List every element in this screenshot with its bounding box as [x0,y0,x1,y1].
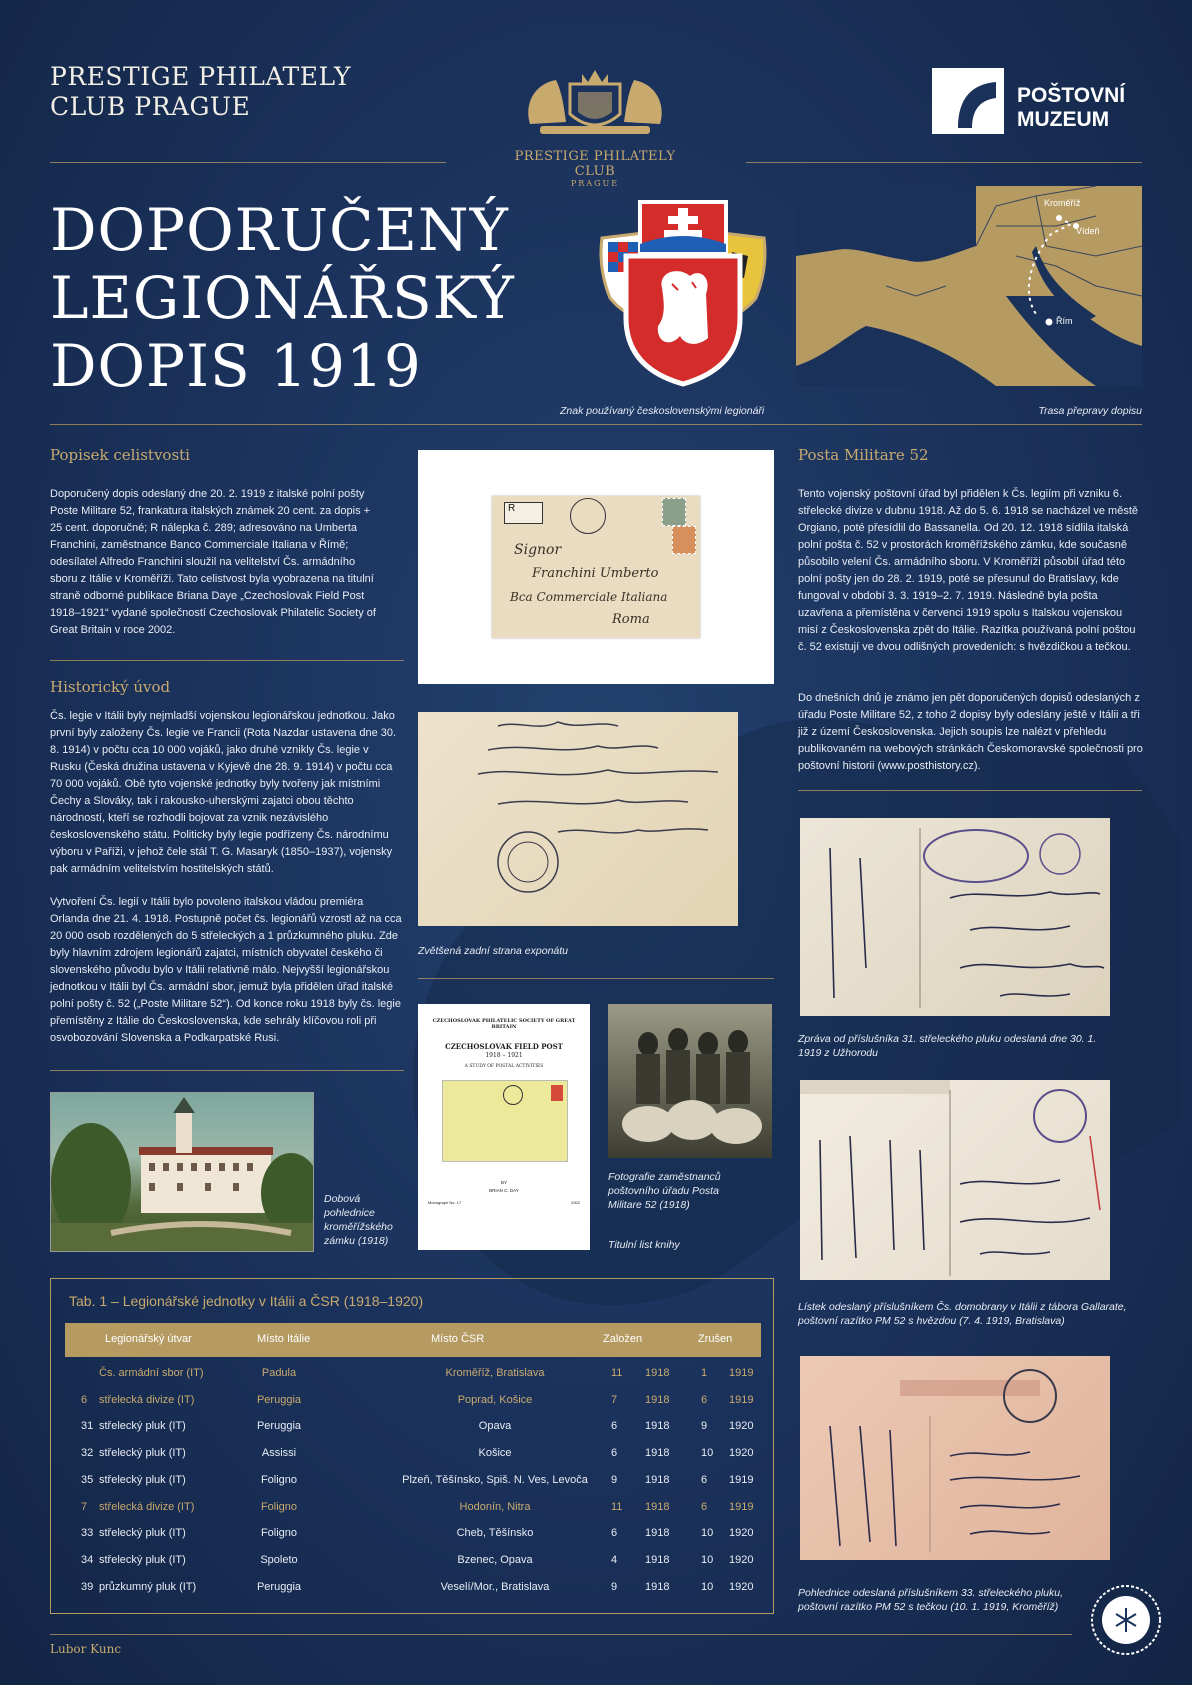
postcard-uzhorod-caption: Zpráva od příslušníka 31. střeleckého pluku odeslaná dne 30. 1. 1919 z Užhorodu [798,1033,1097,1059]
table-row [65,1441,761,1467]
map-point-kromeriz [1056,215,1062,221]
club-title-line2: CLUB PRAGUE [50,92,251,121]
cell-unit: střelecký pluk (IT) [99,1553,186,1566]
castle-postcard [50,1092,314,1252]
cell-founded-year: 1918 [645,1473,670,1486]
cell-dissolved-year: 1920 [729,1553,754,1566]
book-envelope-image [442,1080,568,1162]
cell-number: 7 [81,1500,88,1513]
cell-dissolved-month: 10 [701,1447,714,1460]
cell-csr-place: Cheb, Těšínsko [456,1527,534,1540]
cell-founded-year: 1918 [645,1367,670,1379]
cell-dissolved-month: 9 [701,1420,708,1433]
postcard-kromeriz-handwriting [800,1356,1110,1560]
postcard-kromeriz-caption: Pohlednice odeslaná příslušníkem 33. střeleckého pluku, poštovní razítko PM 52 s tečkou (10. 1. 1919, Kroměříž) [798,1587,1063,1613]
map-caption: Trasa přepravy dopisu [1038,405,1142,417]
cell-founded-year: 1918 [645,1447,670,1460]
crest-icon [500,64,690,144]
museum-name-line2: MUZEUM [1017,108,1110,131]
popis-text: Doporučený dopis odeslaný dne 20. 2. 1919 z italské polní pošty Poste Militare 52, frankatura italských známek 20 cent. za dopis + 25 cent. doporučné; R nálepka č. 289; adresováno na Umberta Franchini, zaměstnance Banco Commerciale Italiana v Římě; odesílatel Alfredo Franchini sloužil na velitelství Čs. armádního sboru z Itálie v Kroměříži. Tato celistvost byla vyobrazena na titulní straně odborné publikace Briana Daye „Czechoslovak Field Post 1918–1921“ vydané společností Czechoslovak Philatelic Society of Great Britain v roce 2002. [50,488,376,636]
table-row [65,1521,761,1547]
book-monograph: Monograph No. 17 [428,1200,462,1205]
posta-heading: Posta Militare 52 [798,446,929,464]
cell-italy-place: Assissi [261,1447,297,1460]
cell-csr-place: Košice [478,1447,512,1460]
route-map-svg [796,186,1142,386]
cell-csr-place: Veselí/Mor., Bratislava [440,1580,550,1593]
book-society: CZECHOSLOVAK PHILATELIC SOCIETY OF GREAT BRITAIN [432,1018,576,1030]
crest-sub: PRAGUE [570,179,620,188]
cell-unit: průzkumný pluk (IT) [99,1580,197,1593]
cell-csr-place: Plzeň, Těšínsko, Spiš. N. Ves, Levoča [402,1473,588,1486]
center-rule [418,978,774,979]
cell-dissolved-year: 1920 [729,1580,754,1593]
cell-csr-place: Opava [478,1420,512,1433]
cell-founded-year: 1918 [645,1393,670,1406]
postcard-gallarate [800,1080,1110,1280]
cell-founded-month: 6 [611,1447,618,1460]
club-crest-logo [500,64,690,188]
envelope-address-line3: Bca Commerciale Italiana [510,590,668,604]
cell-founded-month: 11 [611,1367,623,1379]
title-line2: LEGIONÁŘSKÝ [50,264,515,332]
cell-founded-year: 1918 [645,1420,670,1433]
table-row [65,1414,761,1440]
cell-italy-place: Foligno [260,1527,298,1540]
cell-italy-place: Spoleto [260,1553,298,1566]
cell-unit: střelecký pluk (IT) [99,1447,186,1460]
cell-italy-place: Peruggia [256,1580,302,1593]
cell-number: 31 [81,1420,94,1433]
stamp-green [662,498,686,526]
book-by: BY [500,1180,507,1185]
cell-founded-month: 6 [611,1420,618,1433]
book-postmark [503,1085,523,1105]
th-dissolved: Zrušen [698,1333,733,1345]
cell-dissolved-month: 6 [701,1393,708,1406]
cell-italy-place: Peruggia [256,1420,302,1433]
map-label-kromeriz: Kroměříž [1044,198,1081,208]
cell-dissolved-month: 6 [701,1500,708,1513]
book-stamp [551,1085,563,1101]
castle-caption: Dobová pohlednice kroměřížského zámku (1918) [324,1193,393,1247]
crest-caption: PRESTIGE PHILATELY CLUB [514,149,676,179]
postal-museum-logo [932,68,1152,134]
cell-unit: střelecká divize (IT) [99,1393,195,1406]
envelope-front-frame [418,450,774,684]
author-name: Lubor Kunc [50,1642,122,1656]
cell-unit: střelecká divize (IT) [99,1500,195,1513]
staff-photo [608,1004,772,1158]
th-cz: Místo ČSR [431,1333,485,1345]
stamp-orange [672,526,696,554]
cell-unit: Čs. armádní sbor (IT) [99,1367,204,1379]
cell-dissolved-year: 1919 [729,1393,754,1406]
envelope-back [418,712,738,926]
book-years: 1918 – 1921 [485,1052,523,1059]
cell-founded-month: 9 [611,1473,618,1486]
postcard-uzhorod-handwriting [800,818,1110,1016]
table-row [65,1468,761,1494]
museum-logo-icon [932,68,1004,134]
cell-dissolved-month: 6 [701,1473,708,1486]
main-title [50,196,515,400]
cell-founded-month: 7 [611,1393,618,1406]
table-row [65,1388,761,1414]
cell-founded-month: 6 [611,1527,618,1540]
cell-unit: střelecký pluk (IT) [99,1420,186,1433]
route-map [796,186,1142,386]
map-point-rim [1046,319,1053,326]
book-author: BRIAN C. DAY [489,1188,519,1193]
cell-dissolved-month: 10 [701,1553,714,1566]
cell-dissolved-year: 1919 [729,1367,754,1379]
cell-italy-place: Padula [261,1367,297,1379]
table-row [65,1495,761,1521]
cell-dissolved-month: 1 [701,1367,708,1379]
cell-unit: střelecký pluk (IT) [99,1473,186,1486]
envelope-front [492,496,700,638]
staff-photo-caption: Fotografie zaměstnanců poštovního úřadu Posta Militare 52 (1918) [608,1171,721,1211]
castle-illustration [51,1093,313,1251]
club-title-line1: PRESTIGE PHILATELY [50,62,351,91]
back-side-caption: Zvětšená zadní strana exponátu [418,945,569,957]
th-unit: Legionářský útvar [105,1333,192,1345]
cell-unit: střelecký pluk (IT) [99,1527,186,1540]
cell-csr-place: Hodonín, Nitra [459,1500,531,1513]
club-title [50,62,351,122]
book-title: CZECHOSLOVAK FIELD POST [445,1042,563,1051]
cell-csr-place: Poprad, Košice [457,1393,533,1406]
map-label-viden: Vídeň [1076,226,1100,236]
cell-number: 33 [81,1527,94,1540]
envelope-address-line4: Roma [612,612,650,627]
title-rule [50,424,1142,425]
cell-founded-month: 4 [611,1553,618,1566]
posta-paragraph-1: Tento vojenský poštovní úřad byl přidělen k Čs. legiím při vzniku 6. střelecké divize v dubnu 1918. Až do 5. 6. 1918 se nacházel ve městě Orgiano, poté přesídlil do Bassanella. Od 20. 12. 1918 sídlila italská polní pošta č. 52 v prostorách kroměřížského zámku, kde současně působilo velení Čs. armádního sboru. V Kroměříži působil úřad této polní pošty jen do 28. 2. 1919, poté se přesunul do Bratislavy, kde fungoval v období 3. 3. 1919–2. 7. 1919. Následně byla pošta uzavřena a přemístěna v červenci 1919 spolu s Italskou vojenskou misí z Československa zpět do Itálie. Razítka používaná polní poštou č. 52 existují ve dvou odlišných provedeních: s hvězdičkou a tečkou. [798,488,1138,653]
staff-photo-illustration [608,1004,772,1158]
th-founded: Založen [603,1333,643,1345]
cell-italy-place: Peruggia [256,1393,302,1406]
right-rule [798,790,1142,791]
cell-dissolved-month: 10 [701,1580,714,1593]
book-caption: Titulní list knihy [608,1239,680,1251]
legion-units-table [50,1278,774,1614]
cell-founded-month: 9 [611,1580,618,1593]
cell-dissolved-month: 10 [701,1527,714,1540]
envelope-address-line1: Signor [514,542,562,558]
posta-paragraph-2: Do dnešních dnů je známo jen pět doporučených dopisů odeslaných z úřadu Poste Militare 52, z toho 2 dopisy byly odeslány ještě v Itálii a tři již z území Československa. Jejich soupis lze nalézt v přehledu publikovaném na webových stránkách Českomoravské společnosti pro poštovní historii (www.posthistory.cz). [798,692,1143,772]
cell-founded-year: 1918 [645,1527,670,1540]
left-rule-1 [50,660,404,661]
cell-csr-place: Kroměříž, Bratislava [445,1367,545,1379]
postmark [570,498,606,534]
postcard-gallarate-caption: Lístek odeslaný příslušníkem Čs. domobrany v Itálii z tábora Gallarate, poštovní razítko PM 52 s hvězdou (7. 4. 1919, Bratislava) [798,1301,1127,1327]
th-it: Místo Itálie [257,1333,311,1345]
table-row [65,1361,761,1387]
cell-founded-month: 11 [611,1500,623,1513]
postcard-kromeriz [800,1356,1110,1560]
cell-number: 39 [81,1580,94,1593]
cell-dissolved-year: 1919 [729,1473,754,1486]
emblem-caption: Znak používaný československými legionáři [560,405,765,417]
cell-founded-year: 1918 [645,1500,670,1513]
table-title: Tab. 1 – Legionářské jednotky v Itálii a ČSR (1918–1920) [69,1293,424,1309]
museum-name-line1: POŠTOVNÍ [1017,84,1126,107]
postcard-uzhorod [800,818,1110,1016]
book-subtitle: A STUDY OF POSTAL ACTIVITIES [464,1064,544,1069]
table-row [65,1575,761,1601]
cell-founded-year: 1918 [645,1580,670,1593]
cell-number: 32 [81,1447,94,1460]
popis-heading: Popisek celistvosti [50,446,190,464]
cell-csr-place: Bzenec, Opava [457,1553,533,1566]
table-row [65,1548,761,1574]
table-header-row [65,1323,761,1357]
cell-dissolved-year: 1919 [729,1500,754,1513]
historie-paragraph-1: Čs. legie v Itálii byly nejmladší vojenskou legionářskou jednotkou. Jako první byly založeny Čs. legie ve Francii (Rota Nazdar ustavena dne 30. 8. 1914) v počtu cca 10 000 vojáků, jako druhé vznikly Čs. legie v Rusku (Česká družina ustavena v Kyjevě dne 28. 9. 1914) v počtu cca 70 000 vojáků. Obě tyto vojenské jednotky byly tvořeny jak místními Čechy a Slováky, tak i rakousko-uherskými zajatci obou těchto národností, kteří se rozhodli bojovat za vznik nezávislého československého státu. Politicky byly legie podřízeny Čs. národnímu výboru v Paříži, v jehož čele stál T. G. Masaryk (1850–1937), vojensky pak armádním velitelstvím hostitelských států. [50,710,397,875]
cell-founded-year: 1918 [645,1553,670,1566]
book-year: 2002 [571,1200,580,1205]
historie-heading: Historický úvod [50,678,171,696]
header-rule-right [746,162,1142,163]
legion-emblem [592,198,774,388]
postcard-gallarate-handwriting [800,1080,1110,1280]
cell-number: 34 [81,1553,94,1566]
header-rule-left [50,162,446,163]
cell-dissolved-year: 1920 [729,1420,754,1433]
map-label-rim: Řím [1056,316,1073,326]
club-seal-icon [1090,1584,1162,1656]
cell-dissolved-year: 1920 [729,1447,754,1460]
envelope-back-handwriting [418,712,738,926]
historie-paragraph-2: Vytvoření Čs. legií v Itálii bylo povoleno italskou vládou premiéra Orlanda dne 21. 4. 1918. Postupně počet čs. legionářů vzrostl až na cca 20 000 osob rozdělených do 5 střeleckých a 1 průzkumného pluku. Zde byly hlavním zdrojem legionářů zajatci, místních obyvatel českého či slovenského původu bylo v Itálii relativně málo. Nejvyšší legionářskou jednotkou v Itálii byl Čs. armádní sbor, jemuž byla přidělen úřad italské polní pošty č. 52 („Poste Militare 52“). Od konce roku 1918 byly čs. legie přemístěny z Itálie do Československa, kde sehrály klíčovou roli při osvobozování Slovenska a Podkarpatské Rusi. [50,896,402,1044]
cell-number: 35 [81,1473,94,1486]
cell-italy-place: Foligno [260,1473,298,1486]
cell-dissolved-year: 1920 [729,1527,754,1540]
cell-italy-place: Foligno [260,1500,298,1513]
cell-number: 6 [81,1393,88,1406]
envelope-address-line2: Franchini Umberto [532,566,659,581]
registration-label: R [504,502,543,524]
book-title-page [418,1004,590,1250]
footer-rule [50,1634,1072,1635]
title-line1: DOPORUČENÝ [50,196,509,264]
left-rule-2 [50,1070,404,1071]
title-line3: DOPIS 1919 [50,332,422,400]
